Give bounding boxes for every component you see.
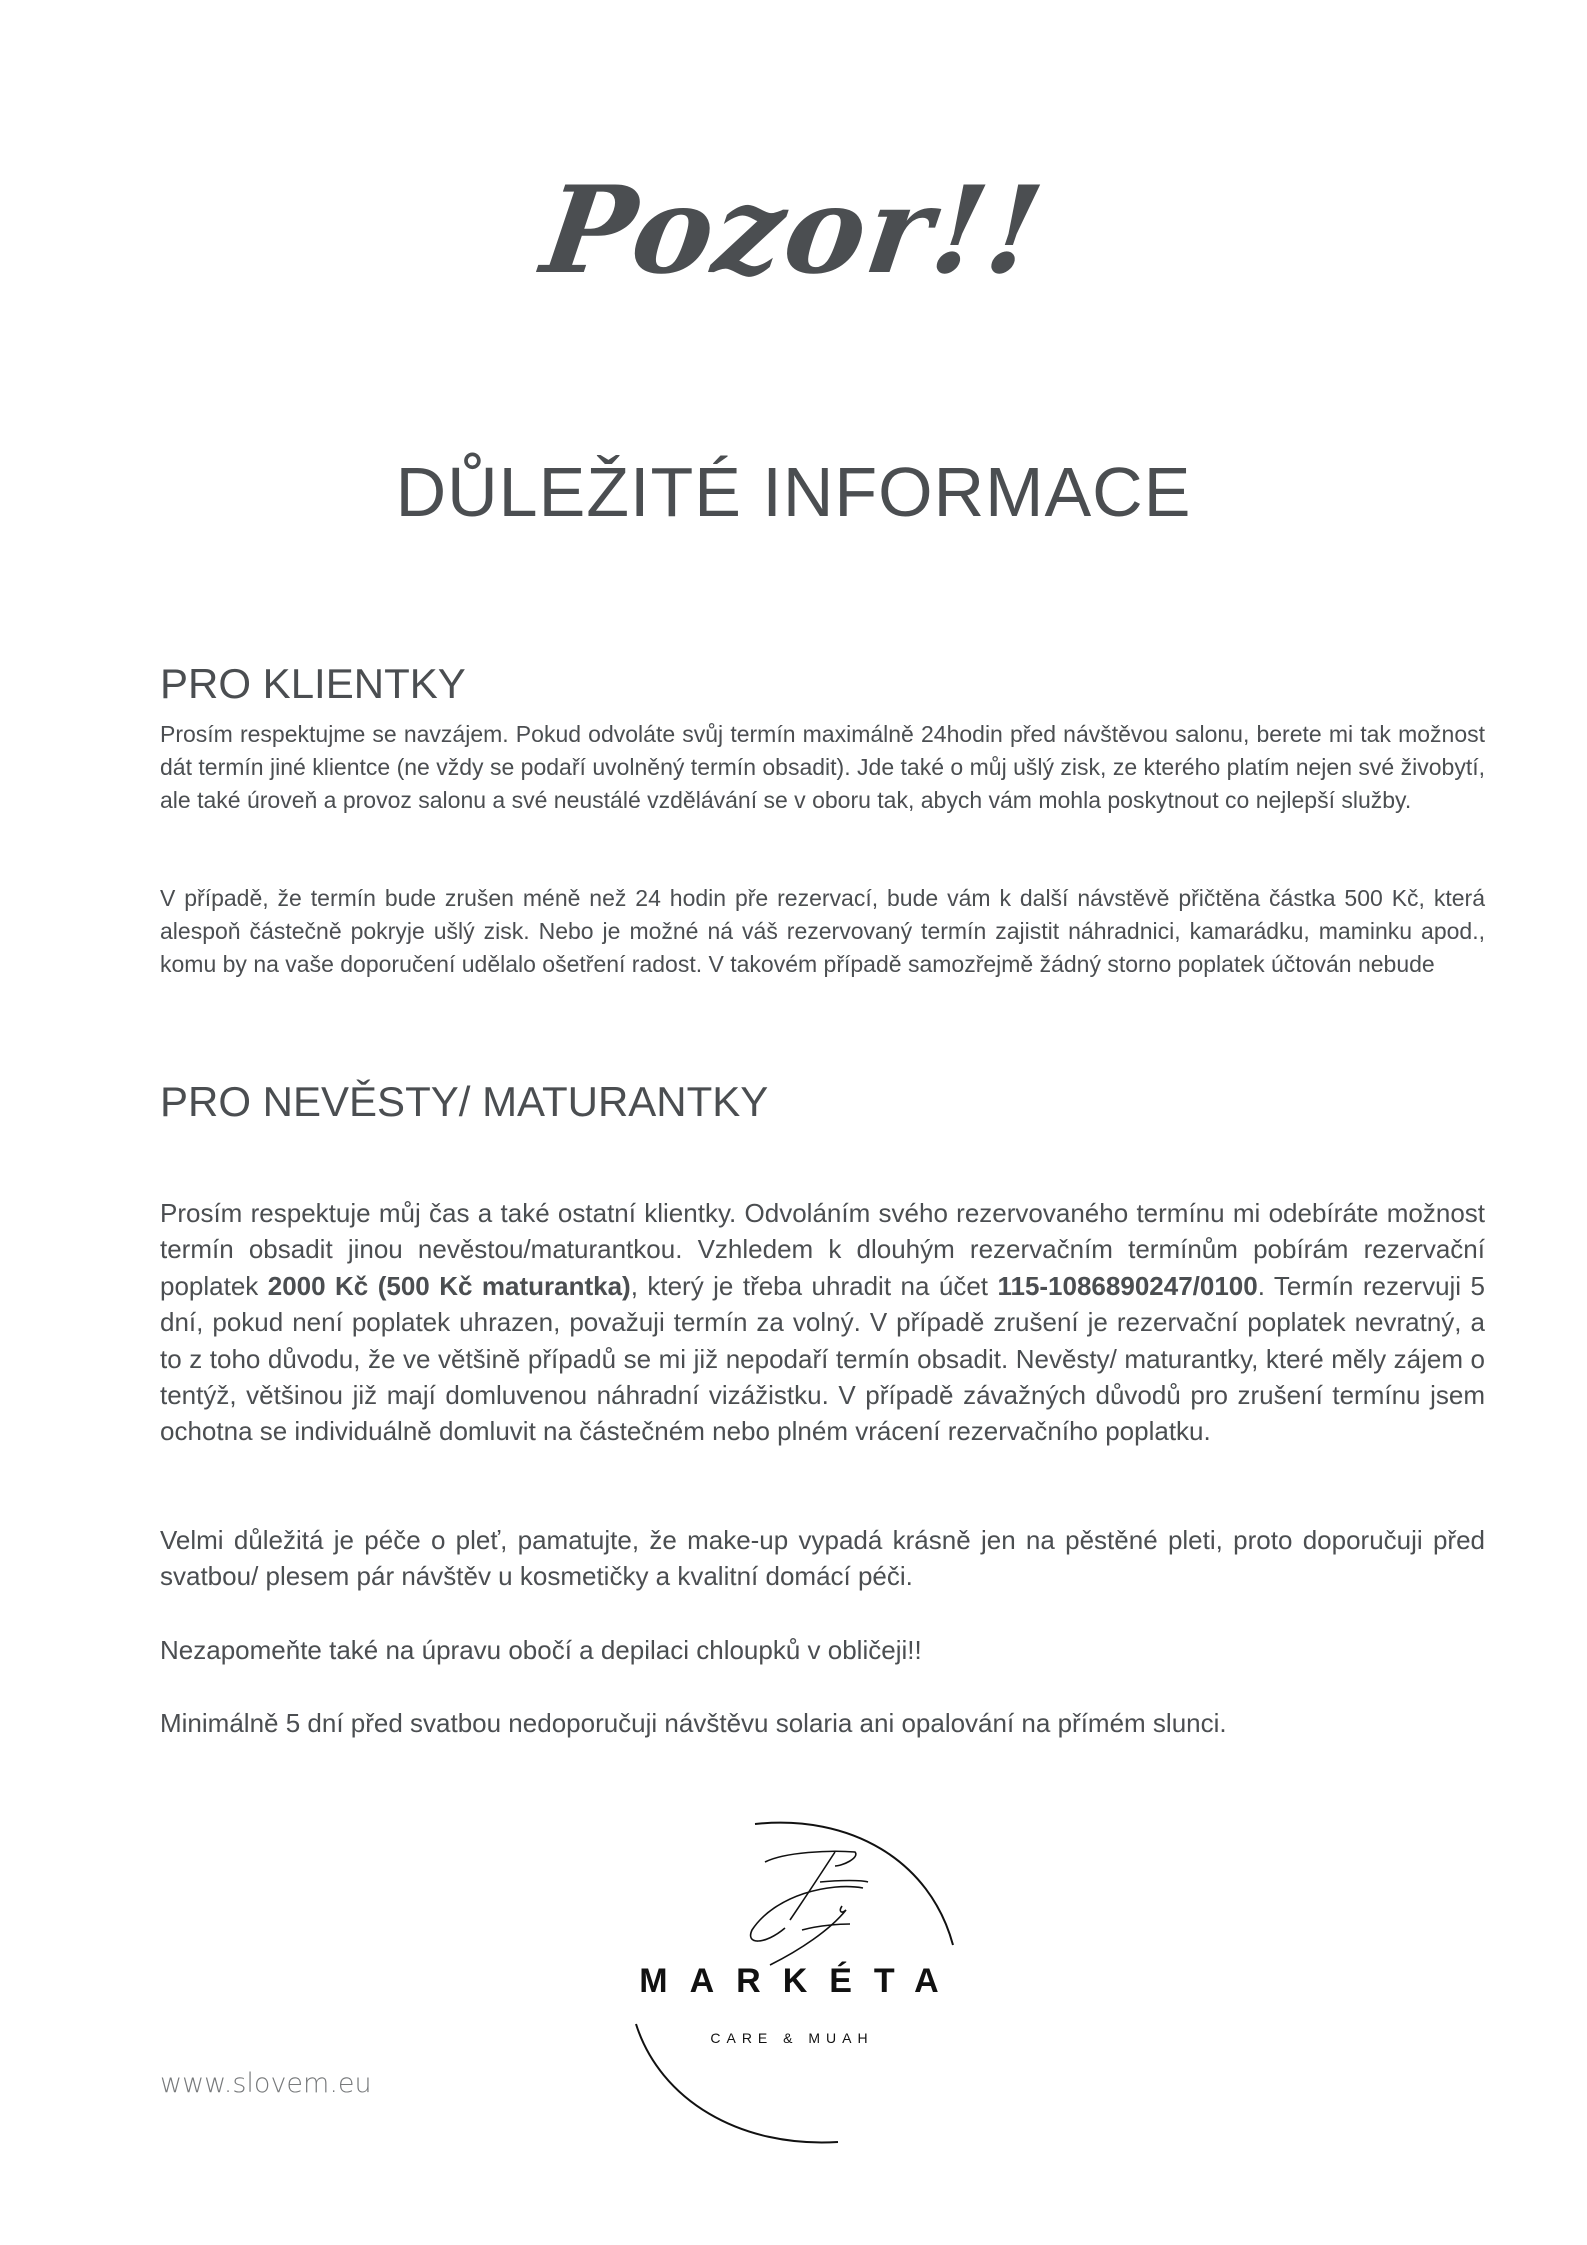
clients-paragraph-2: V případě, že termín bude zrušen méně než 24 hodin pře rezervací, bude vám k další návstěvě přičtěna částka 500 Kč, která alespoň částečně pokryje ušlý zisk. Nebo je možné ná váš rezervovaný termín zajistit náhradnici, kamarádku, maminku apod., komu by na vaše doporučení udělalo ošetření radost. V takovém případě samozřejmě žádný storno poplatek účtován nebude [160, 885, 1485, 977]
logo-circle-arc-top [755, 1823, 953, 1945]
title-pozor: Pozor!! [534, 160, 1053, 301]
brides-paragraph-1-text-3: . Termín rezervuji 5 dní, pokud není poplatek uhrazen, považuji termín za volný. V případě zrušení je rezervační poplatek nevratný, a to z toho důvodu, že ve většině případů se mi již nepodaří termín obsadit. Nevěsty/ maturantky, které měly zájem o tentýž, většinou již mají domluvenou náhradní vizážistku. V případě závažných důvodů pro zrušení termínu jsem ochotna se individuálně domluvit na částečném nebo plném vrácení rezervačního poplatku. [160, 1270, 1485, 1447]
section-heading-clients: PRO KLIENTKY [160, 660, 466, 707]
clients-paragraph-1: Prosím respektujme se navzájem. Pokud odvoláte svůj termín maximálně 24hodin před návštěvou salonu, berete mi tak možnost dát termín jiné klientce (ne vždy se podaří uvolněný termín obsadit). Jde také o můj ušlý zisk, ze kterého platím nejen své živobytí, ale také úroveň a provoz salonu a své neustálé vzdělávání se v oboru tak, abych vám mohla poskytnout co nejlepší služby. [160, 721, 1485, 813]
brides-paragraph-4: Minimálně 5 dní před svatbou nedoporučuji návštěvu solaria ani opalování na přímém slunci. [160, 1708, 1227, 1738]
marketa-logo [580, 1800, 1020, 2160]
reservation-fee: 2000 Kč (500 Kč maturantka) [267, 1270, 631, 1301]
brides-paragraph-1-text-2: , který je třeba uhradit na účet [630, 1270, 998, 1301]
logo-name: MARKÉTA [639, 1962, 961, 2000]
logo-monogram-icon [751, 1851, 868, 1965]
logo-tagline: CARE & MUAH [710, 2030, 874, 2046]
section-heading-brides: PRO NEVĚSTY/ MATURANTKY [160, 1078, 769, 1125]
brides-paragraph-3: Nezapomeňte také na úpravu obočí a depilaci chloupků v obličeji!! [160, 1635, 922, 1665]
logo-graphic [580, 1800, 1020, 2160]
brides-paragraph-1 [160, 1195, 1485, 1450]
page-title: DŮLEŽITÉ INFORMACE [395, 453, 1192, 531]
brides-paragraph-1-text: Prosím respektuje můj čas a také ostatní klientky. Odvoláním svého rezervovaného termínu mi odebíráte možnost termín obsadit jinou nevěstou/maturantkou. Vzhledem k dlouhým rezervačním termínům pobírám rezervační poplatek [160, 1198, 1485, 1301]
brides-paragraph-2: Velmi důležitá je péče o pleť, pamatujte, že make-up vypadá krásně jen na pěstěné pleti, proto doporučuji před svatbou/ plesem pár návštěv u kosmetičky a kvalitní domácí péči. [160, 1525, 1485, 1592]
footer-url: www.slovem.eu [160, 2068, 372, 2099]
bank-account: 115-1086890247/0100 [997, 1270, 1258, 1301]
